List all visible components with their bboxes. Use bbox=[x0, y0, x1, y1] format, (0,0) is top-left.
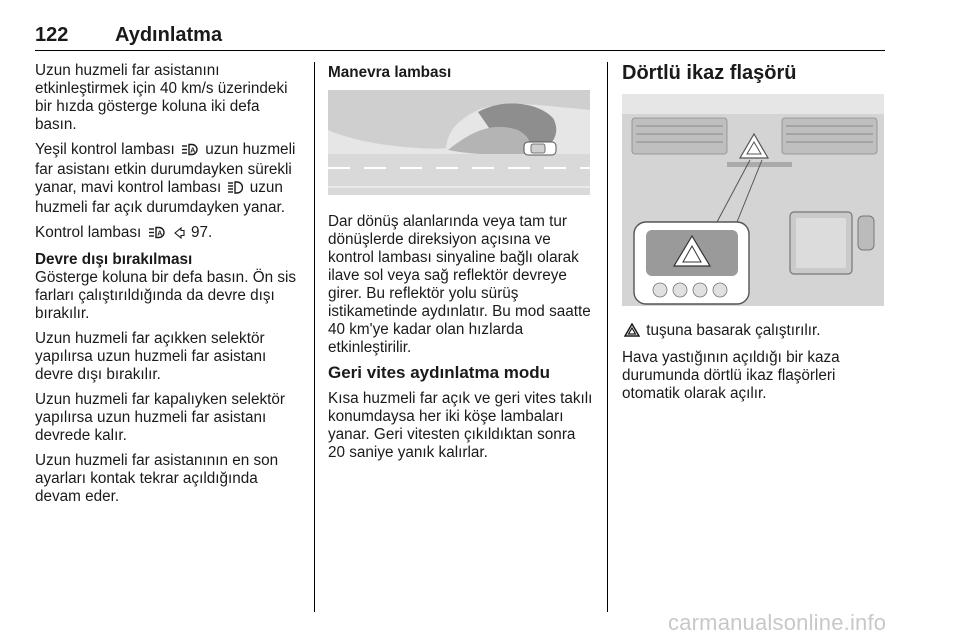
column-1 bbox=[35, 62, 303, 513]
header-divider bbox=[35, 50, 885, 51]
column-3 bbox=[622, 62, 884, 410]
paragraph: Kısa huzmeli far açık ve geri vites takılı konumdaysa her iki köşe lambaları yanar. Geri vitesten çıkıldıktan sonra 20 saniye yanık kalırlar. bbox=[328, 390, 593, 461]
text: uzun huzmeli far asistanı etkin durumdayken sürekli yanar, mavi kontrol lambası bbox=[35, 141, 296, 196]
column-divider-1 bbox=[314, 62, 315, 612]
text: uzun huzmeli far açık durumdayken yanar. bbox=[35, 179, 285, 216]
high-beam-icon bbox=[227, 181, 243, 199]
hazard-triangle-icon bbox=[624, 323, 640, 342]
paragraph: Uzun huzmeli far asistanını etkinleştirmek için 40 km/s üzerindeki bir hızda gösterge koluna iki defa basın. bbox=[35, 62, 288, 133]
column-divider-2 bbox=[607, 62, 608, 612]
svg-text:A: A bbox=[156, 230, 162, 238]
hazard-switch-illustration bbox=[622, 94, 884, 306]
column-2 bbox=[328, 62, 594, 469]
auto-high-beam-icon bbox=[181, 143, 199, 161]
watermark: carmanualsonline.info bbox=[668, 610, 887, 635]
paragraph: Hava yastığının açıldığı bir kaza durumunda dörtlü ikaz flaşörleri otomatik olarak açılır. bbox=[622, 349, 840, 402]
cornering-light-illustration bbox=[328, 90, 590, 195]
text: tuşuna basarak çalıştırılır. bbox=[646, 322, 821, 339]
paragraph bbox=[35, 141, 303, 217]
page-title: Aydınlatma bbox=[115, 24, 223, 46]
text: Yeşil kontrol lambası bbox=[35, 141, 175, 158]
section-heading: Dörtlü ikaz flaşörü bbox=[622, 62, 797, 84]
paragraph: Uzun huzmeli far kapalıyken selektör yapılırsa uzun huzmeli far asistanı devrede kalır. bbox=[35, 391, 285, 444]
page-reference-icon bbox=[174, 226, 185, 244]
page-header bbox=[35, 24, 885, 50]
paragraph: Gösterge koluna bir defa basın. Ön sis farları çalıştırıldığında da devre dışı bırakılır. bbox=[35, 269, 297, 322]
paragraph: Uzun huzmeli far asistanının en son ayarları kontak tekrar açıldığında devam eder. bbox=[35, 452, 279, 505]
page-reference[interactable]: 97. bbox=[191, 224, 213, 241]
svg-text:A: A bbox=[190, 147, 196, 155]
paragraph: Dar dönüş alanlarında veya tam tur dönüşlerde direksiyon açısına ve kontrol lambası sinyaline bağlı olarak ilave sol veya sağ reflektör devreye girer. Bu reflektör yolu sürüş istikametinde aydınlatır. Bu mod saatte 40 km'ye kadar olan hızlarda etkinleştirilir. bbox=[328, 213, 591, 356]
paragraph bbox=[35, 224, 303, 244]
section-heading: Geri vites aydınlatma modu bbox=[328, 363, 551, 382]
paragraph bbox=[622, 322, 884, 342]
text: Kontrol lambası bbox=[35, 224, 142, 241]
subheading: Devre dışı bırakılması bbox=[35, 251, 193, 268]
paragraph: Uzun huzmeli far açıkken selektör yapılırsa uzun huzmeli far asistanı devre dışı bırakılır. bbox=[35, 330, 267, 383]
auto-high-beam-icon bbox=[148, 226, 166, 244]
section-heading: Manevra lambası bbox=[328, 64, 452, 81]
page-number: 122 bbox=[35, 24, 69, 46]
